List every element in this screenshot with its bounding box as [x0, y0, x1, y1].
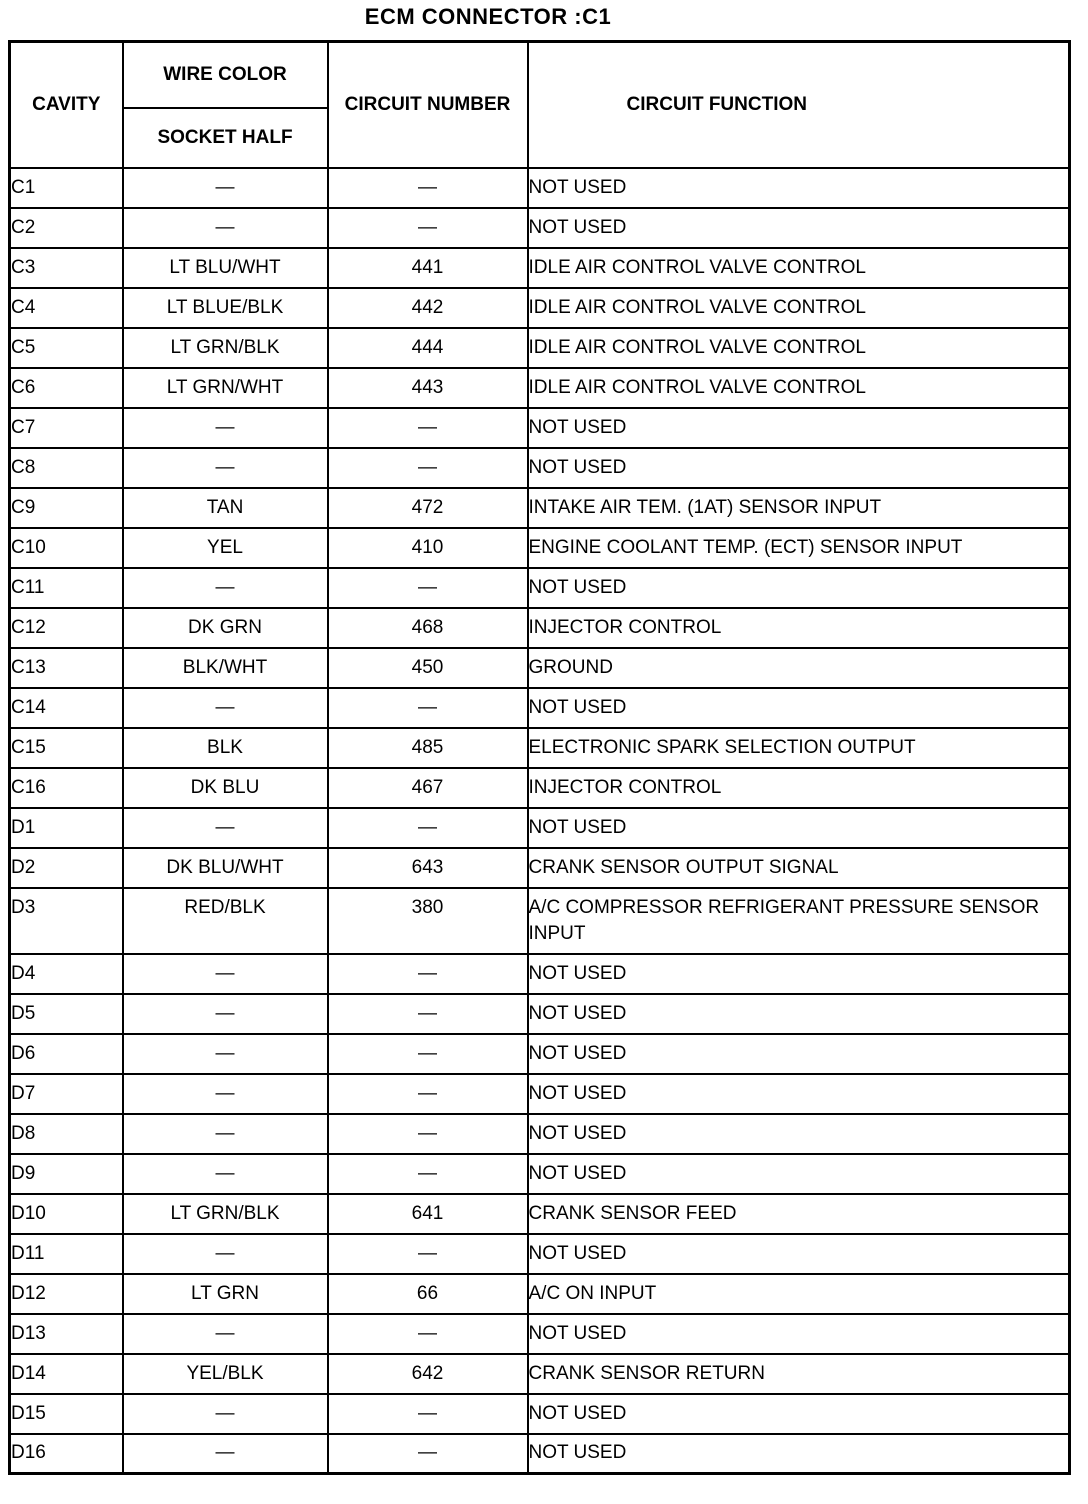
circuit-function-cell: CRANK SENSOR OUTPUT SIGNAL	[528, 848, 1070, 888]
cavity-cell: C15	[10, 728, 123, 768]
wire-color-cell: LT BLUE/BLK	[123, 288, 328, 328]
table-row	[10, 568, 1070, 608]
circuit-number-cell: —	[328, 1394, 528, 1434]
table-row	[10, 954, 1070, 994]
circuit-number-cell: —	[328, 448, 528, 488]
table-row	[10, 168, 1070, 208]
circuit-function-cell: NOT USED	[528, 1234, 1070, 1274]
circuit-number-cell: —	[328, 168, 528, 208]
wire-color-cell: TAN	[123, 488, 328, 528]
cavity-cell: C6	[10, 368, 123, 408]
table-body	[10, 168, 1070, 1474]
wire-color-cell: —	[123, 954, 328, 994]
cavity-cell: C7	[10, 408, 123, 448]
cavity-cell: C4	[10, 288, 123, 328]
cavity-cell: C13	[10, 648, 123, 688]
circuit-number-cell: 443	[328, 368, 528, 408]
circuit-function-cell: INTAKE AIR TEM. (1AT) SENSOR INPUT	[528, 488, 1070, 528]
circuit-function-cell: NOT USED	[528, 1394, 1070, 1434]
wire-color-cell: LT GRN/BLK	[123, 1194, 328, 1234]
cavity-cell: D9	[10, 1154, 123, 1194]
cavity-cell: C10	[10, 528, 123, 568]
wire-color-cell: DK GRN	[123, 608, 328, 648]
table-row	[10, 208, 1070, 248]
circuit-function-cell: IDLE AIR CONTROL VALVE CONTROL	[528, 288, 1070, 328]
circuit-number-cell: 468	[328, 608, 528, 648]
circuit-function-cell: NOT USED	[528, 168, 1070, 208]
circuit-number-cell: —	[328, 808, 528, 848]
cavity-cell: C3	[10, 248, 123, 288]
cavity-header: CAVITY	[10, 42, 123, 168]
cavity-cell: D11	[10, 1234, 123, 1274]
cavity-cell: C1	[10, 168, 123, 208]
table-row	[10, 408, 1070, 448]
wire-color-cell: LT GRN/WHT	[123, 368, 328, 408]
table-row	[10, 848, 1070, 888]
table-row	[10, 1034, 1070, 1074]
cavity-cell: C12	[10, 608, 123, 648]
circuit-number-cell: 472	[328, 488, 528, 528]
circuit-number-cell: —	[328, 208, 528, 248]
circuit-function-header: CIRCUIT FUNCTION	[528, 42, 1070, 168]
table-row	[10, 808, 1070, 848]
circuit-number-cell: —	[328, 1154, 528, 1194]
circuit-number-cell: 485	[328, 728, 528, 768]
wire-color-cell: —	[123, 568, 328, 608]
cavity-cell: D15	[10, 1394, 123, 1434]
circuit-function-cell: INJECTOR CONTROL	[528, 768, 1070, 808]
wire-color-cell: LT GRN/BLK	[123, 328, 328, 368]
wire-color-cell: DK BLU/WHT	[123, 848, 328, 888]
cavity-cell: D12	[10, 1274, 123, 1314]
circuit-function-cell: NOT USED	[528, 1154, 1070, 1194]
cavity-cell: D4	[10, 954, 123, 994]
wire-color-cell: BLK	[123, 728, 328, 768]
circuit-function-cell: INJECTOR CONTROL	[528, 608, 1070, 648]
table-row	[10, 448, 1070, 488]
table-row	[10, 1194, 1070, 1234]
wire-color-cell: —	[123, 408, 328, 448]
wire-color-cell: —	[123, 168, 328, 208]
circuit-function-cell: ELECTRONIC SPARK SELECTION OUTPUT	[528, 728, 1070, 768]
table-row	[10, 488, 1070, 528]
cavity-cell: D13	[10, 1314, 123, 1354]
circuit-function-cell: NOT USED	[528, 994, 1070, 1034]
table-row	[10, 1314, 1070, 1354]
circuit-function-cell: NOT USED	[528, 1114, 1070, 1154]
circuit-function-cell: CRANK SENSOR RETURN	[528, 1354, 1070, 1394]
table-row	[10, 1434, 1070, 1474]
table-row	[10, 1234, 1070, 1274]
cavity-cell: D14	[10, 1354, 123, 1394]
wire-color-cell: DK BLU	[123, 768, 328, 808]
cavity-cell: C11	[10, 568, 123, 608]
circuit-function-cell: IDLE AIR CONTROL VALVE CONTROL	[528, 248, 1070, 288]
table-row	[10, 368, 1070, 408]
cavity-cell: C2	[10, 208, 123, 248]
wire-color-cell: —	[123, 1074, 328, 1114]
cavity-cell: D1	[10, 808, 123, 848]
table-row	[10, 328, 1070, 368]
table-row	[10, 248, 1070, 288]
table-row	[10, 288, 1070, 328]
circuit-number-cell: —	[328, 1114, 528, 1154]
wire-color-cell: —	[123, 1434, 328, 1474]
wire-color-cell: —	[123, 1394, 328, 1434]
circuit-number-cell: 66	[328, 1274, 528, 1314]
circuit-number-cell: —	[328, 688, 528, 728]
circuit-function-cell: A/C COMPRESSOR REFRIGERANT PRESSURE SENSOR INPUT	[528, 888, 1070, 954]
cavity-cell: D10	[10, 1194, 123, 1234]
circuit-number-cell: 441	[328, 248, 528, 288]
wire-color-cell: —	[123, 448, 328, 488]
cavity-cell: C14	[10, 688, 123, 728]
socket-half-header: SOCKET HALF	[123, 108, 328, 168]
circuit-function-cell: NOT USED	[528, 1034, 1070, 1074]
wire-color-cell: —	[123, 1034, 328, 1074]
table-row	[10, 768, 1070, 808]
wire-color-cell: LT BLU/WHT	[123, 248, 328, 288]
circuit-function-cell: CRANK SENSOR FEED	[528, 1194, 1070, 1234]
circuit-number-cell: 444	[328, 328, 528, 368]
circuit-function-cell: NOT USED	[528, 1434, 1070, 1474]
cavity-cell: D2	[10, 848, 123, 888]
wire-color-cell: YEL/BLK	[123, 1354, 328, 1394]
wire-color-cell: —	[123, 1114, 328, 1154]
cavity-cell: D16	[10, 1434, 123, 1474]
table-row	[10, 1394, 1070, 1434]
circuit-function-cell: NOT USED	[528, 1074, 1070, 1114]
wire-color-cell: —	[123, 1234, 328, 1274]
circuit-number-cell: —	[328, 568, 528, 608]
circuit-function-cell: A/C ON INPUT	[528, 1274, 1070, 1314]
circuit-number-cell: —	[328, 1314, 528, 1354]
connector-table	[8, 40, 1071, 1475]
header-row	[10, 42, 1070, 108]
cavity-cell: C8	[10, 448, 123, 488]
circuit-function-cell: NOT USED	[528, 568, 1070, 608]
cavity-cell: D6	[10, 1034, 123, 1074]
circuit-number-cell: 642	[328, 1354, 528, 1394]
circuit-number-cell: 380	[328, 888, 528, 954]
wire-color-cell: BLK/WHT	[123, 648, 328, 688]
wire-color-cell: —	[123, 808, 328, 848]
circuit-number-cell: 641	[328, 1194, 528, 1234]
circuit-function-cell: NOT USED	[528, 448, 1070, 488]
circuit-function-cell: NOT USED	[528, 688, 1070, 728]
table-row	[10, 528, 1070, 568]
table-row	[10, 1154, 1070, 1194]
wire-color-cell: RED/BLK	[123, 888, 328, 954]
table-row	[10, 1354, 1070, 1394]
circuit-function-cell: ENGINE COOLANT TEMP. (ECT) SENSOR INPUT	[528, 528, 1070, 568]
table-row	[10, 1274, 1070, 1314]
circuit-number-cell: —	[328, 954, 528, 994]
circuit-function-cell: NOT USED	[528, 954, 1070, 994]
circuit-function-cell: NOT USED	[528, 808, 1070, 848]
cavity-cell: C5	[10, 328, 123, 368]
wire-color-cell: LT GRN	[123, 1274, 328, 1314]
table-row	[10, 888, 1070, 954]
table-row	[10, 1074, 1070, 1114]
circuit-number-cell: 442	[328, 288, 528, 328]
wire-color-cell: —	[123, 208, 328, 248]
cavity-cell: C16	[10, 768, 123, 808]
circuit-number-cell: —	[328, 1034, 528, 1074]
circuit-number-cell: 450	[328, 648, 528, 688]
circuit-function-cell: NOT USED	[528, 208, 1070, 248]
circuit-function-cell: IDLE AIR CONTROL VALVE CONTROL	[528, 368, 1070, 408]
page-title: ECM CONNECTOR :C1	[364, 4, 612, 29]
wire-color-header: WIRE COLOR	[123, 42, 328, 108]
circuit-number-cell: 643	[328, 848, 528, 888]
circuit-function-cell: NOT USED	[528, 1314, 1070, 1354]
cavity-cell: D8	[10, 1114, 123, 1154]
wire-color-cell: YEL	[123, 528, 328, 568]
wire-color-cell: —	[123, 688, 328, 728]
wire-color-cell: —	[123, 994, 328, 1034]
cavity-cell: D5	[10, 994, 123, 1034]
wire-color-cell: —	[123, 1314, 328, 1354]
circuit-function-cell: NOT USED	[528, 408, 1070, 448]
table-row	[10, 1114, 1070, 1154]
circuit-number-cell: 467	[328, 768, 528, 808]
table-row	[10, 688, 1070, 728]
cavity-cell: D3	[10, 888, 123, 954]
table-row	[10, 728, 1070, 768]
circuit-number-cell: 410	[328, 528, 528, 568]
circuit-number-cell: —	[328, 1074, 528, 1114]
table-row	[10, 608, 1070, 648]
cavity-cell: C9	[10, 488, 123, 528]
table-row	[10, 648, 1070, 688]
circuit-number-header: CIRCUIT NUMBER	[328, 42, 528, 168]
circuit-number-cell: —	[328, 994, 528, 1034]
table-row	[10, 994, 1070, 1034]
wire-color-cell: —	[123, 1154, 328, 1194]
circuit-function-cell: GROUND	[528, 648, 1070, 688]
circuit-number-cell: —	[328, 1234, 528, 1274]
circuit-number-cell: —	[328, 408, 528, 448]
circuit-function-cell: IDLE AIR CONTROL VALVE CONTROL	[528, 328, 1070, 368]
cavity-cell: D7	[10, 1074, 123, 1114]
circuit-number-cell: —	[328, 1434, 528, 1474]
